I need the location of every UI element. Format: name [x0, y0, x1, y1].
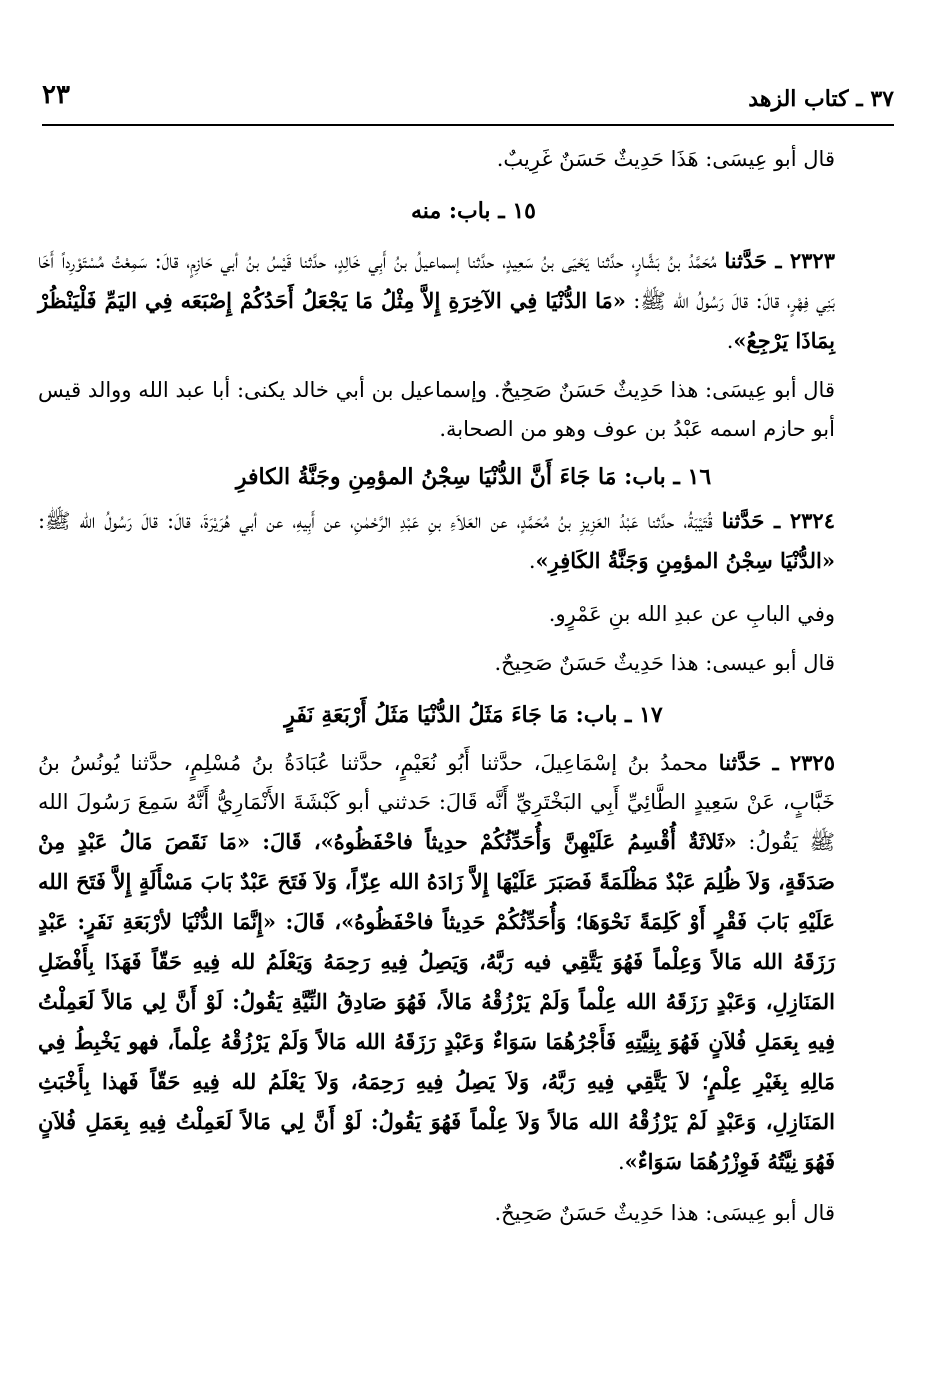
hadith-end: .	[528, 549, 536, 573]
grading-note: قال أبو عيسى: هذا حَدِيثٌ حَسَنٌ صَحِيحٌ.	[494, 651, 835, 675]
grading-note: قال أبو عِيسَى: هذا حَدِيثٌ حَسَنٌ صَحِيحٌ. وإسماعيل بن أبي خالد يكنى: أبا عبد الله ووالد قيس أبو حازم اسمه عَبْدُ بن عوف وهو من الصحابة.	[38, 378, 835, 441]
chapter-heading: ١٦ ـ باب: مَا جَاءَ أَنَّ الدُّنْيَا سِجْنُ المؤمِنِ وجَنَّةُ الكافرِ	[235, 464, 712, 490]
hadith-chain: محمدُ بنُ إسْمَاعِيلَ، حدَّثنا أَبُو نُعَيْمٍ، حدَّثنا عُبَادَةُ بنُ مُسْلِمٍ، حدَّثنا يُونُسُ بنُ خَبَّابٍ، عَنْ سَعِيدٍ الطَّائِيِّ أَبِي البَخْتَرِيِّ أَنَّه قَالَ: حَدثني أبو كَبْشَةَ الأَنْمَارِيُّ أَنَّهُ سَمِعَ رَسُولَ الله ﷺ يَقُولُ:	[38, 751, 835, 854]
grading-note: قال أبو عِيسَى: هذا حَدِيثٌ حَسَنٌ صَحِيحٌ.	[494, 1201, 835, 1225]
page-content	[38, 140, 909, 1233]
hadith-end: .	[726, 329, 734, 353]
hadith-number: ٢٣٢٥ ـ حَدَّثنا	[718, 750, 835, 775]
hadith-text: «مَا الدُّنْيَا فِي الآخِرَةِ إِلاَّ مِثْلُ مَا يَجْعَلُ أَحَدُكُمْ إِصْبَعَه فِي اليَمِّ فَلْيَنْظُرْ بِمَاذَا يَرْجِعُ»	[38, 288, 835, 353]
page-header	[42, 76, 894, 116]
grading-note: قال أبو عِيسَى: هَذَا حَدِيثٌ حَسَنٌ غَرِيبٌ.	[496, 147, 835, 171]
hadith-text: «الدُّنْيَا سِجْنُ المؤمِنِ وَجَنَّةُ الكَافِرِ»	[535, 548, 835, 573]
hadith-text: «ثَلاثَةٌ أُقْسِمُ عَلَيْهِنَّ وَأُحَدِّثُكُمْ حدِيثاً فاحْفَظُوهُ»، قَالَ: «مَا نَقَصَ مَالُ عَبْدٍ مِنْ صَدَقَةٍ، وَلاَ ظُلِمَ عَبْدٌ مَظْلَمَةً فَصَبَرَ عَلَيْهَا إِلاَّ زَادَهُ الله عِزّاً، وَلاَ فَتَحَ عَبْدٌ بَابَ مَسْأَلَةٍ إِلاَّ فَتَحَ الله عَلَيْهِ بَابَ فَقْرٍ أَوْ كَلِمَةً نَحْوَهَا؛ وَأُحَدِّثُكُمْ حَدِيثاً فاحْفَظُوهُ»، قَالَ: «إِنَّمَا الدُّنْيَا لأرْبَعَةِ نَفَرٍ: عَبْدٍ رَزَقَهُ الله مَالاً وَعِلْماً فَهُوَ يَتَّقِي فيه رَبَّهُ، وَيَصِلُ فِيهِ رَحِمَهُ وَيَعْلَمُ لله فِيهِ حَقّاً فَهَذَا بِأَفْضَلِ المَنَازِلِ، وَعَبْدٍ رَزَقَهُ الله عِلْماً وَلَمْ يَرْزُقْهُ مَالاً، فَهُوَ صَادِقُ النِّيَّةِ يَقُولُ: لَوْ أَنَّ لِي مَالاً لَعَمِلْتُ فِيهِ بِعَمَلِ فُلاَنٍ فَهُوَ بِنِيَّتِهِ فَأَجْرُهُمَا سَوَاءٌ وَعَبْدٍ رَزَقَهُ الله مَالاً وَلَمْ يَرْزُقْهُ عِلْماً، فهو يَخْبِطُ فِي مَالِهِ بِغَيْرِ عِلْمٍ؛ لاَ يَتَّقِي فِيهِ رَبَّهُ، وَلاَ يَصِلُ فِيهِ رَحِمَهُ، وَلاَ يَعْلَمُ لله فِيهِ حَقّاً فَهذا بِأَخْبَثِ المَنَازِلِ، وَعَبْدٍ لَمْ يَرْزُقْهُ الله مَالاً وَلاَ عِلْماً فَهُوَ يَقُولُ: لَوْ أَنَّ لِي مَالاً لَعَمِلْتُ فِيهِ بِعَمَلِ فُلاَنٍ فَهُوَ نِيَّتُهُ فَوِزْرُهُمَا سَوَاءٌ»	[38, 829, 835, 1174]
page-number: ٢٣	[42, 80, 70, 110]
hadith-2325	[38, 743, 909, 1182]
chapter-heading: ١٧ ـ باب: مَا جَاءَ مَثَلُ الدُّنْيَا مَثَلُ أَرْبَعَةِ نَفَرٍ	[284, 702, 663, 728]
hadith-chain: قُتَيْبَةُ، حدَّثنا عَبْدُ العَزِيزِ بنُ مُحَمَّدٍ، عن العَلاَءِ بنِ عَبْدِ الرَّحْمٰنِ، عن أَبِيهِ، عن أبي هُرَيْرَةَ، قالَ: قالَ رَسُولُ الله ﷺ:	[38, 509, 722, 533]
hadith-chain: مُحَمَّدُ بنُ بَشَّارٍ، حدَّثنا يَحْيَى بنُ سَعِيدٍ، حدَّثنا إسماعيلُ بنُ أَبِي خَالِدٍ، حدَّثنا قَيْسُ بنُ أبي حَازِمٍ، قالَ: سَمِعْتُ مُسْتَوْرِداً أَخَا بَنِي فِهْرٍ، قالَ: قالَ رَسُولُ الله ﷺ:	[38, 249, 836, 313]
hadith-end: .	[617, 1150, 625, 1174]
hadith-2323	[38, 241, 909, 361]
chapter-heading: ١٥ ـ باب: منه	[411, 198, 536, 224]
header-divider	[42, 124, 894, 126]
chapter-note: وفي البابِ عن عبدِ الله بنِ عَمْرٍو.	[548, 602, 835, 626]
hadith-number: ٢٣٢٤ ـ حَدَّثنا	[721, 508, 835, 533]
book-title: ٣٧ ـ كتاب الزهد	[748, 86, 894, 112]
hadith-number: ٢٣٢٣ ـ حَدَّثنا	[724, 248, 835, 273]
hadith-2324	[38, 501, 909, 581]
